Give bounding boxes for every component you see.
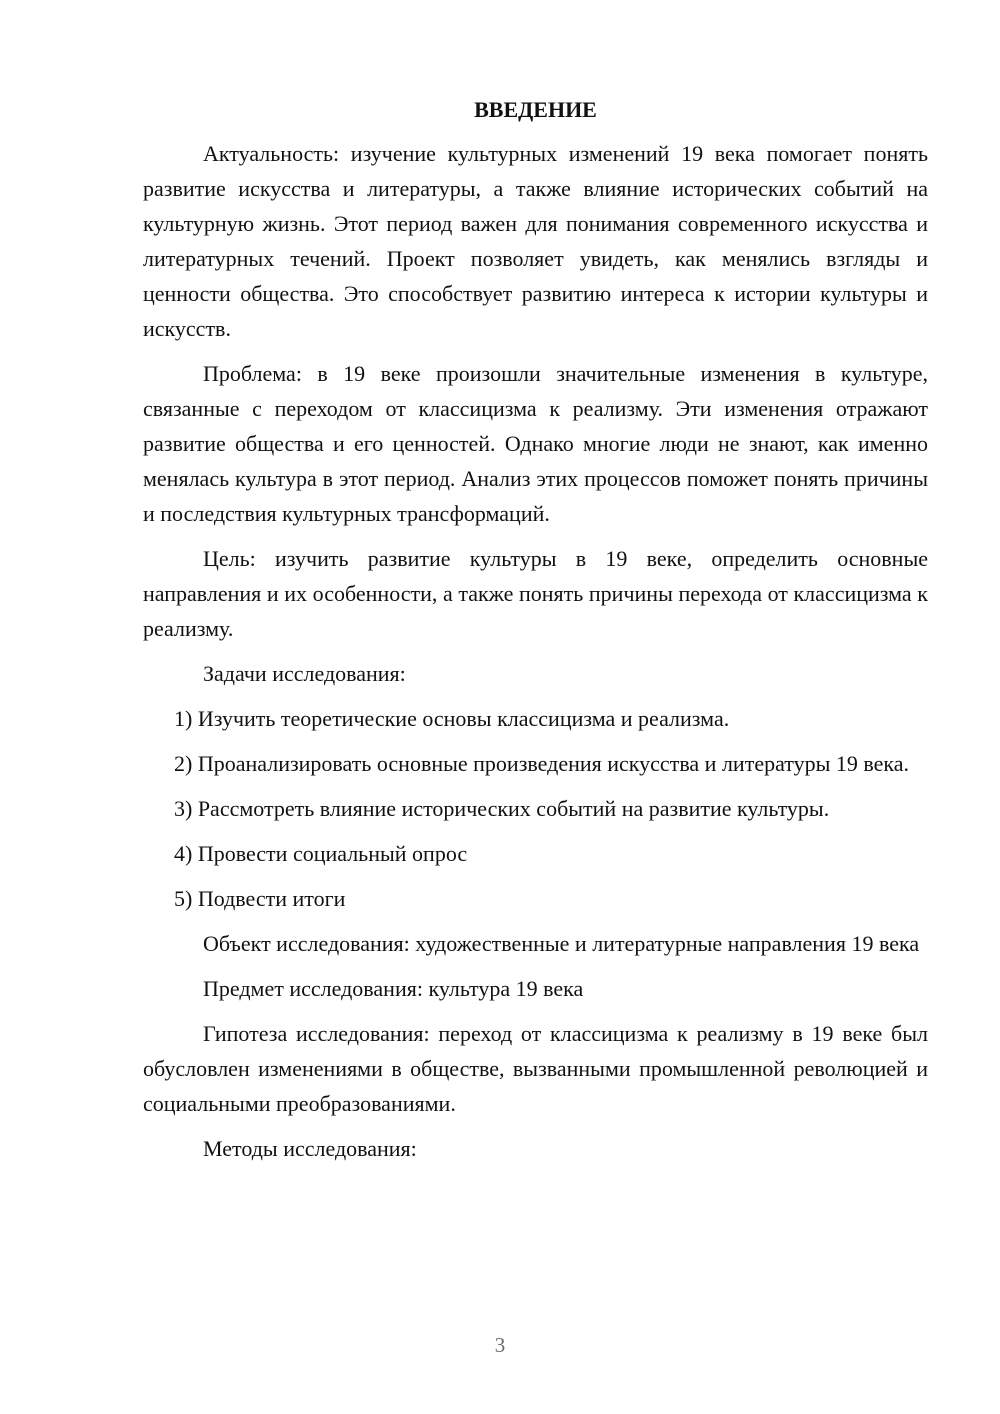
task-item: 5) Подвести итоги — [174, 886, 346, 911]
task-item: 3) Рассмотреть влияние исторических событий на развитие культуры. — [174, 796, 830, 821]
task-item: 2) Проанализировать основные произведения искусства и литературы 19 века. — [174, 751, 910, 776]
methods-heading: Методы исследования: — [203, 1136, 417, 1161]
subject-paragraph: Предмет исследования: культура 19 века — [203, 976, 584, 1001]
task-item: 4) Провести социальный опрос — [174, 841, 468, 866]
document-page — [143, 92, 928, 1176]
goal-paragraph: Цель: изучить развитие культуры в 19 веке, определить основные направления и их особенности, а также понять причины перехода от классицизма к реализму. — [143, 546, 928, 641]
tasks-heading: Задачи исследования: — [203, 661, 406, 686]
object-paragraph: Объект исследования: художественные и литературные направления 19 века — [203, 931, 920, 956]
task-item: 1) Изучить теоретические основы классицизма и реализма. — [174, 706, 730, 731]
problem-paragraph: Проблема: в 19 веке произошли значительные изменения в культуре, связанные с переходом от классицизма к реализму. Эти изменения отражают развитие общества и его ценностей. Однако многие люди не знают, как именно менялась культура в этот период. Анализ этих процессов поможет понять причины и последствия культурных трансформаций. — [143, 361, 928, 526]
section-title: ВВЕДЕНИЕ — [474, 97, 597, 122]
relevance-paragraph: Актуальность: изучение культурных изменений 19 века помогает понять развитие искусства и литературы, а также влияние исторических событий на культурную жизнь. Этот период важен для понимания современного искусства и литературных течений. Проект позволяет увидеть, как менялись взгляды и ценности общества. Это способствует развитию интереса к истории культуры и искусств. — [143, 141, 928, 341]
page-number: 3 — [494, 1333, 506, 1357]
hypothesis-paragraph: Гипотеза исследования: переход от классицизма к реализму в 19 веке был обусловлен изменениями в обществе, вызванными промышленной революцией и социальными преобразованиями. — [143, 1021, 928, 1116]
